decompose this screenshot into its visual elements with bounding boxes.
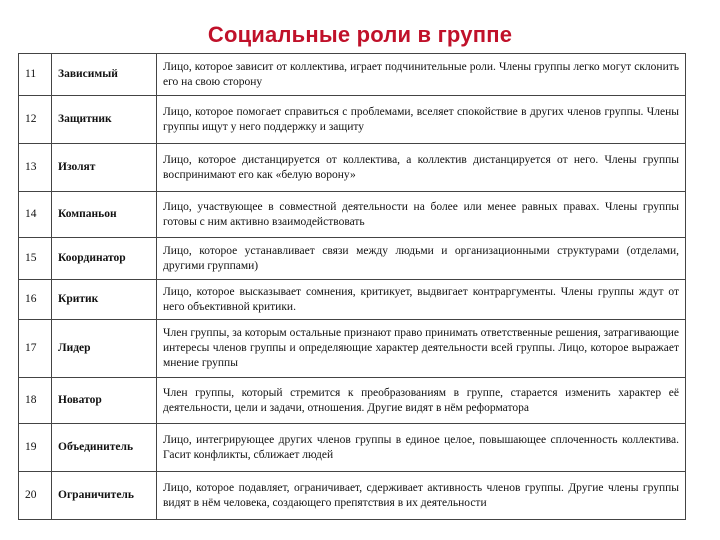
role-description: Лицо, которое зависит от коллектива, играет подчинительные роли. Члены группы легко могут склонить его на свою сторону [157,54,686,96]
role-description: Лицо, которое дистанцируется от коллектива, а коллектив дистанцируется от него. Члены группы воспринимают его как «белую ворону» [157,144,686,192]
table-row [19,280,686,320]
role-name: Изолят [52,144,157,192]
role-name: Лидер [52,320,157,378]
page-title: Социальные роли в группе [207,22,513,47]
table-row [19,378,686,424]
role-name: Защитник [52,96,157,144]
row-number: 16 [19,280,52,320]
table-row [19,96,686,144]
row-number: 14 [19,192,52,238]
row-number: 17 [19,320,52,378]
table-row [19,54,686,96]
role-description: Член группы, за которым остальные признают право принимать ответственные решения, затрагивающие интересы членов группы и определяющие характер деятельности всей группы. Лицо, которое выражает мнение группы [157,320,686,378]
row-number: 18 [19,378,52,424]
role-description: Лицо, которое высказывает сомнения, критикует, выдвигает контраргументы. Члены группы ждут от него объективной критики. [157,280,686,320]
role-name: Критик [52,280,157,320]
row-number: 12 [19,96,52,144]
table-row [19,144,686,192]
table-row [19,472,686,520]
role-description: Лицо, участвующее в совместной деятельности на более или менее равных правах. Члены группы готовы с ним активно взаимодействовать [157,192,686,238]
role-name: Ограничитель [52,472,157,520]
role-description: Лицо, которое подавляет, ограничивает, сдерживает активность членов группы. Другие члены группы видят в нём человека, создающего препятствия в их деятельности [157,472,686,520]
table-row [19,320,686,378]
role-name: Координатор [52,238,157,280]
role-description: Член группы, который стремится к преобразованиям в группе, старается изменить характер её деятельности, цели и задачи, отношения. Другие видят в нём реформатора [157,378,686,424]
role-name: Объединитель [52,424,157,472]
table-row [19,192,686,238]
roles-table [18,53,686,520]
role-description: Лицо, интегрирующее других членов группы в единое целое, повышающее сплоченность коллектива. Гасит конфликты, сближает людей [157,424,686,472]
row-number: 13 [19,144,52,192]
row-number: 15 [19,238,52,280]
table-row [19,424,686,472]
table-row [19,238,686,280]
role-name: Компаньон [52,192,157,238]
role-name: Зависимый [52,54,157,96]
role-description: Лицо, которое устанавливает связи между людьми и организационными структурами (отделами, другими группами) [157,238,686,280]
role-description: Лицо, которое помогает справиться с проблемами, вселяет спокойствие в других членов группы. Члены группы ищут у него поддержку и защиту [157,96,686,144]
role-name: Новатор [52,378,157,424]
row-number: 11 [19,54,52,96]
row-number: 19 [19,424,52,472]
row-number: 20 [19,472,52,520]
